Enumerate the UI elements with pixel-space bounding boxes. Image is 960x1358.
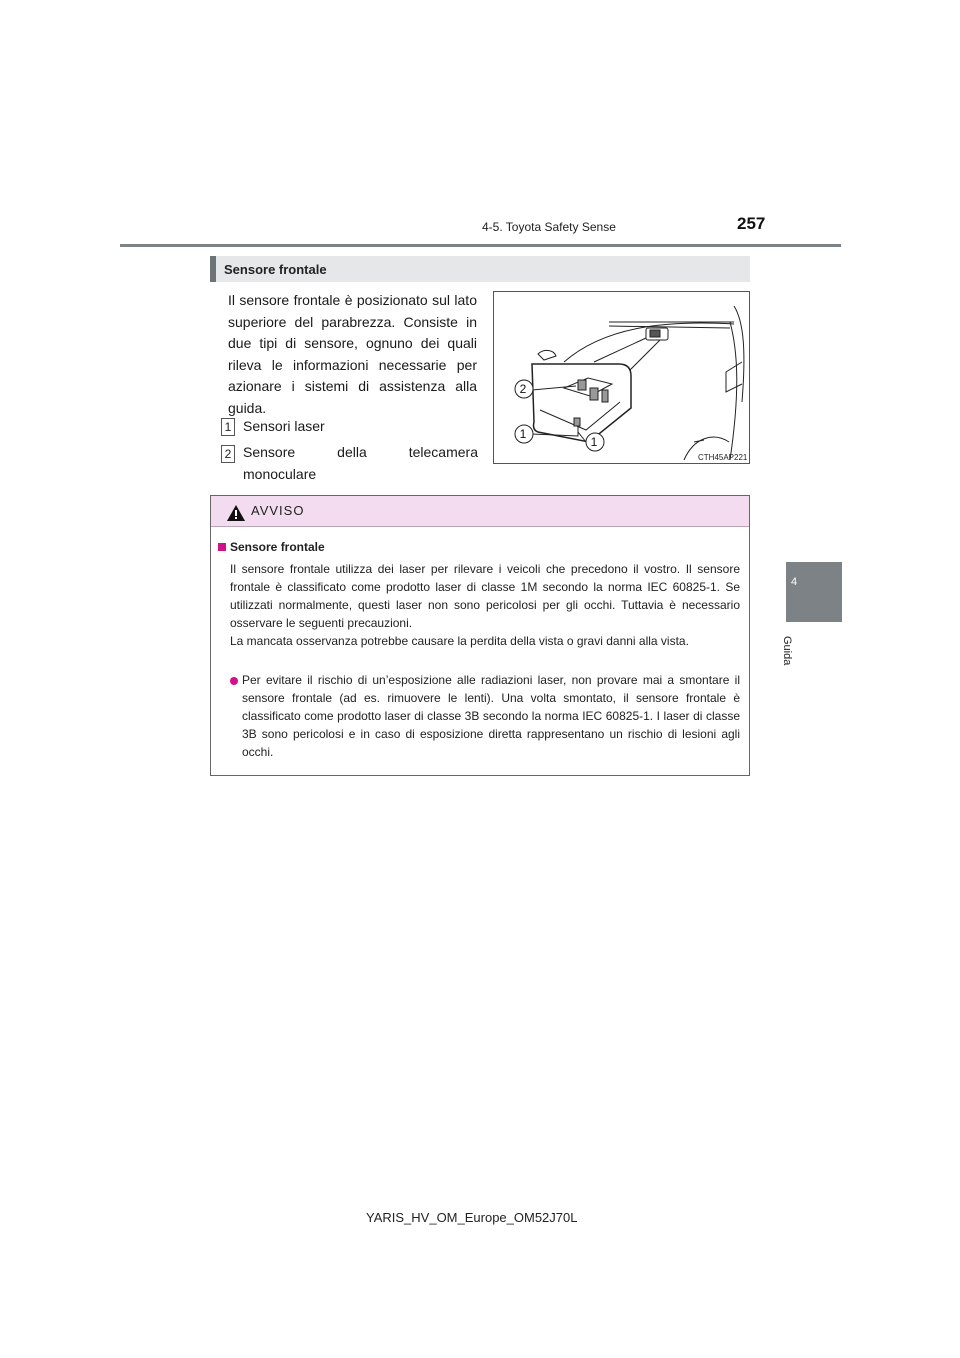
- chapter-label: Guida: [781, 636, 793, 666]
- warning-bullet-text: Per evitare il rischio di un’esposizione alle radiazioni laser, non provare mai a smontare il sensore frontale (ad es. rimuovere le lenti). Una volta smontato, il sensore frontale è classificato come prodotto laser di classe 3B secondo la norma IEC 60825-1. I laser di classe 3B sono pericolosi e in caso di esposizione diretta rappresentano un rischio di lesioni agli occhi.: [242, 673, 740, 759]
- legend-text-1: Sensori laser: [243, 418, 325, 434]
- callout-2: 2: [519, 382, 527, 396]
- warning-triangle-icon: [226, 504, 246, 527]
- callout-1-right: 1: [590, 435, 598, 449]
- callout-1-left: 1: [519, 427, 527, 441]
- page-number: 257: [737, 214, 766, 233]
- round-bullet-icon: [230, 677, 238, 685]
- square-bullet-icon: [218, 543, 226, 551]
- section-title-marker: [210, 256, 216, 282]
- header-rule: [120, 244, 841, 247]
- warning-paragraph-text: Il sensore frontale utilizza dei laser per rilevare i veicoli che precedono il vostro. Il sensore frontale è classificato come prodotto laser di classe 1M secondo la norma IEC 60825-1. Se utilizzati normalmente, questi laser non sono pericolosi per gli occhi. Tuttavia è necessario osservare le seguenti precauzioni.: [230, 562, 740, 630]
- footer-document-id: YARIS_HV_OM_Europe_OM52J70L: [366, 1210, 578, 1225]
- chapter-tab: [786, 562, 842, 622]
- header-section-title: 4-5. Toyota Safety Sense: [482, 220, 616, 234]
- legend-text-2: Sensore della telecamera monoculare: [243, 444, 478, 482]
- legend-number-1: 1: [221, 418, 235, 436]
- chapter-number: 4: [791, 576, 798, 588]
- section-title: Sensore frontale: [224, 262, 327, 277]
- windshield-sensor-drawing: [494, 292, 749, 463]
- warning-title: AVVISO: [251, 503, 305, 518]
- figure-code: CTH45AP221: [698, 453, 748, 462]
- legend-number-2: 2: [221, 445, 235, 463]
- warning-paragraph: [230, 560, 740, 650]
- sensor-illustration: [493, 291, 750, 464]
- section-body: Il sensore frontale è posizionato sul lato superiore del parabrezza. Consiste in due tipi di sensore, ognuno dei quali rileva le informazioni necessarie per azionare i sistemi di assistenza alla guida.: [228, 292, 477, 416]
- warning-paragraph-consequence: La mancata osservanza potrebbe causare la perdita della vista o gravi danni alla vista.: [230, 634, 689, 648]
- warning-subtitle: Sensore frontale: [230, 540, 325, 554]
